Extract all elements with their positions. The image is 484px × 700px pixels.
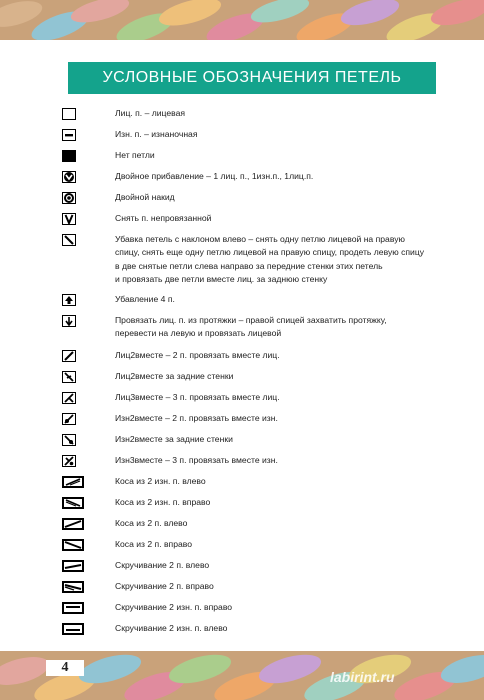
legend-text: Лиц. п. – лицевая	[115, 108, 186, 118]
p2tog-tbl-icon	[62, 434, 76, 446]
legend-text: Провязать лиц. п. из протяжки – правой спицей захватить протяжку, перевести на левую и провязать лицевой	[115, 315, 387, 339]
legend-text: Лиц3вместе – 3 п. провязать вместе лиц.	[115, 392, 280, 402]
legend-text: Изн. п. – изнаночная	[115, 129, 198, 139]
legend-text: Скручивание 2 изн. п. вправо	[115, 602, 233, 612]
legend-row	[62, 314, 442, 349]
legend-text: Лиц2вместе – 2 п. провязать вместе лиц.	[115, 350, 280, 360]
legend-text: Скручивание 2 изн. п. влево	[115, 623, 228, 633]
legend-row	[62, 212, 442, 233]
legend-text: Скручивание 2 п. вправо	[115, 581, 214, 591]
legend-row	[62, 370, 442, 391]
legend-text: Изн2вместе за задние стенки	[115, 434, 233, 444]
legend-row	[62, 622, 442, 643]
legend-text: Коса из 2 п. влево	[115, 518, 188, 528]
left-slant-decrease-icon	[62, 234, 76, 246]
legend-text: Коса из 2 изн. п. влево	[115, 476, 206, 486]
legend-row	[62, 559, 442, 580]
legend-text: Скручивание 2 п. влево	[115, 560, 210, 570]
legend-row	[62, 128, 442, 149]
yarn-border-top	[0, 0, 484, 40]
legend-text: Двойной накид	[115, 192, 175, 202]
dash-icon	[62, 129, 76, 141]
legend-text: Убавка петель с наклоном влево – снять одну петлю лицевой на правую спицу, снять еще одну петлю лицевой на правую спицу, продеть левую спицу в две снятые петли слева направо за передние стенки этих петель и провязать две петли вместе лиц. за заднюю стенку	[115, 234, 425, 285]
stitch-legend	[62, 107, 442, 643]
double-increase-icon	[62, 171, 76, 183]
k2tog-icon	[62, 350, 76, 362]
p3tog-icon	[62, 455, 76, 467]
legend-row	[62, 433, 442, 454]
legend-text: Нет петли	[115, 150, 155, 160]
cable-2-right-icon	[62, 539, 84, 551]
twist-2-purl-right-icon	[62, 602, 84, 614]
cable-2p-purl-right-icon	[62, 497, 84, 509]
legend-row	[62, 107, 442, 128]
legend-row	[62, 496, 442, 517]
legend-row	[62, 454, 442, 475]
legend-text: Коса из 2 п. вправо	[115, 539, 192, 549]
legend-row	[62, 517, 442, 538]
double-yarn-over-icon	[62, 192, 76, 204]
legend-row	[62, 170, 442, 191]
watermark: labirint.ru	[330, 669, 395, 685]
decrease-4-icon	[62, 294, 76, 306]
twist-2-left-icon	[62, 560, 84, 572]
filled-square-icon	[62, 150, 76, 162]
legend-row	[62, 538, 442, 559]
slip-stitch-icon	[62, 213, 76, 225]
page-number: 4	[46, 660, 84, 676]
p2tog-icon	[62, 413, 76, 425]
legend-row	[62, 601, 442, 622]
legend-text: Двойное прибавление – 1 лиц. п., 1изн.п., 1лиц.п.	[115, 171, 314, 181]
legend-row	[62, 191, 442, 212]
legend-text: Коса из 2 изн. п. вправо	[115, 497, 211, 507]
legend-text: Снять п. непровязанной	[115, 213, 212, 223]
page-title-banner	[68, 62, 436, 94]
twist-2-right-icon	[62, 581, 84, 593]
cable-2-left-icon	[62, 518, 84, 530]
k2tog-tbl-icon	[62, 371, 76, 383]
empty-square-icon	[62, 108, 76, 120]
twist-2-purl-left-icon	[62, 623, 84, 635]
legend-row	[62, 475, 442, 496]
legend-text: Лиц2вместе за задние стенки	[115, 371, 234, 381]
k3tog-icon	[62, 392, 76, 404]
legend-text: Убавление 4 п.	[115, 294, 175, 304]
legend-row	[62, 349, 442, 370]
legend-row	[62, 293, 442, 314]
legend-row	[62, 412, 442, 433]
strand-knit-icon	[62, 315, 76, 327]
legend-text: Изн3вместе – 3 п. провязать вместе изн.	[115, 455, 278, 465]
legend-row	[62, 233, 442, 293]
legend-row	[62, 580, 442, 601]
legend-row	[62, 149, 442, 170]
page-title: УСЛОВНЫЕ ОБОЗНАЧЕНИЯ ПЕТЕЛЬ	[102, 69, 402, 86]
legend-row	[62, 391, 442, 412]
legend-text: Изн2вместе – 2 п. провязать вместе изн.	[115, 413, 278, 423]
cable-2p-purl-left-icon	[62, 476, 84, 488]
